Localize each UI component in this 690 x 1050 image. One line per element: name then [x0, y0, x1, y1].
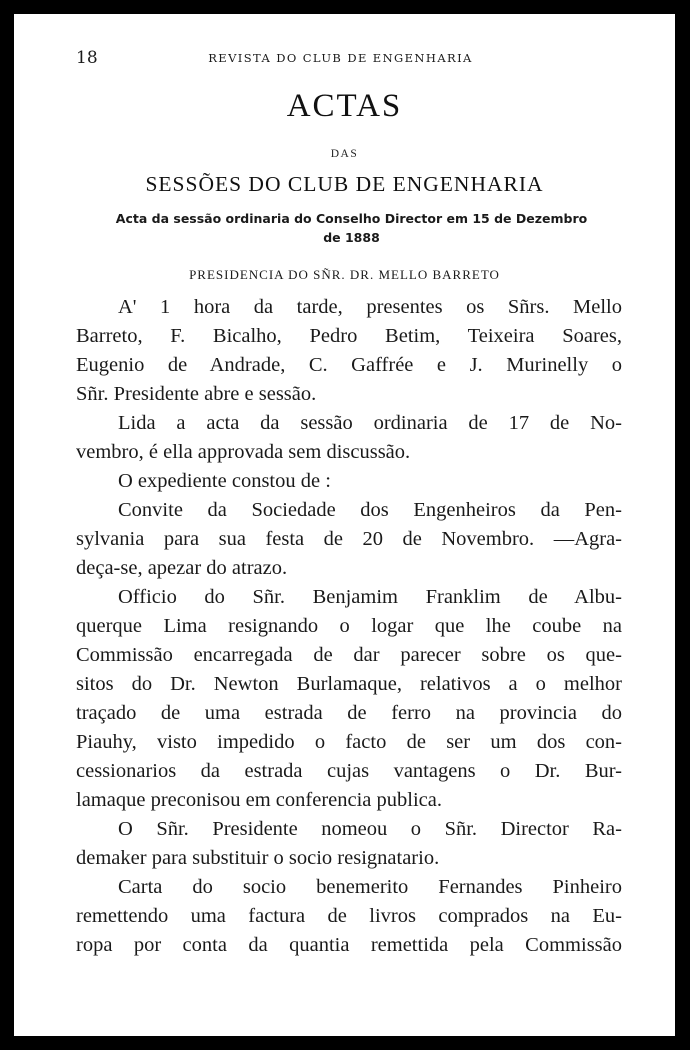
- page-header: [76, 48, 605, 72]
- body-line: Carta do socio benemerito Fernandes Pinheiro: [118, 876, 622, 898]
- body-line: O Sñr. Presidente nomeou o Sñr. Director Ra-: [118, 818, 622, 840]
- body-line: Piauhy, visto impedido o facto de ser um dos con-: [76, 731, 622, 753]
- body-line: Barreto, F. Bicalho, Pedro Betim, Teixeira Soares,: [76, 325, 622, 347]
- page-number: 18: [76, 48, 98, 68]
- body-line: vembro, é ella approvada sem discussão.: [76, 441, 411, 463]
- body-line: O expediente constou de :: [118, 470, 331, 492]
- body-line: ropa por conta da quantia remettida pela Commissão: [76, 934, 622, 956]
- body-line: deça-se, apezar do atrazo.: [76, 557, 288, 579]
- body-line: cessionarios da estrada cujas vantagens o Dr. Bur-: [76, 760, 622, 782]
- body-line: Sñr. Presidente abre e sessão.: [76, 383, 317, 405]
- section-title: ACTAS: [286, 88, 403, 124]
- acta-heading-line-2: de 1888: [323, 230, 380, 245]
- body-line: A' 1 hora da tarde, presentes os Sñrs. Mello: [118, 296, 622, 318]
- presidencia-heading: PRESIDENCIA DO SÑR. DR. MELLO BARRETO: [189, 267, 500, 282]
- section-title-das: DAS: [330, 148, 359, 160]
- body-line: Eugenio de Andrade, C. Gaffrée e J. Murinelly o: [76, 354, 622, 376]
- section-subtitle: SESSÕES DO CLUB DE ENGENHARIA: [145, 172, 544, 196]
- running-title: REVISTA DO CLUB DE ENGENHARIA: [208, 51, 473, 65]
- body-line: lamaque preconisou em conferencia publica.: [76, 789, 442, 811]
- body-line: traçado de uma estrada de ferro na provincia do: [76, 702, 622, 724]
- body-line: Lida a acta da sessão ordinaria de 17 de No-: [118, 412, 622, 434]
- body-line: demaker para substituir o socio resignatario.: [76, 847, 440, 869]
- acta-heading-line-1: Acta da sessão ordinaria do Conselho Director em 15 de Dezembro: [115, 211, 588, 226]
- body-line: querque Lima resignando o logar que lhe coube na: [76, 615, 622, 637]
- body-line: Commissão encarregada de dar parecer sobre os que-: [76, 644, 622, 666]
- body-line: sylvania para sua festa de 20 de Novembro. —Agra-: [76, 528, 622, 550]
- document-page: [14, 14, 675, 1036]
- body-text: [76, 293, 622, 960]
- body-line: Convite da Sociedade dos Engenheiros da Pen-: [118, 499, 622, 521]
- body-line: remettendo uma factura de livros comprados na Eu-: [76, 905, 622, 927]
- body-line: Officio do Sñr. Benjamim Franklim de Albu-: [118, 586, 622, 608]
- body-line: sitos do Dr. Newton Burlamaque, relativos a o melhor: [76, 673, 622, 695]
